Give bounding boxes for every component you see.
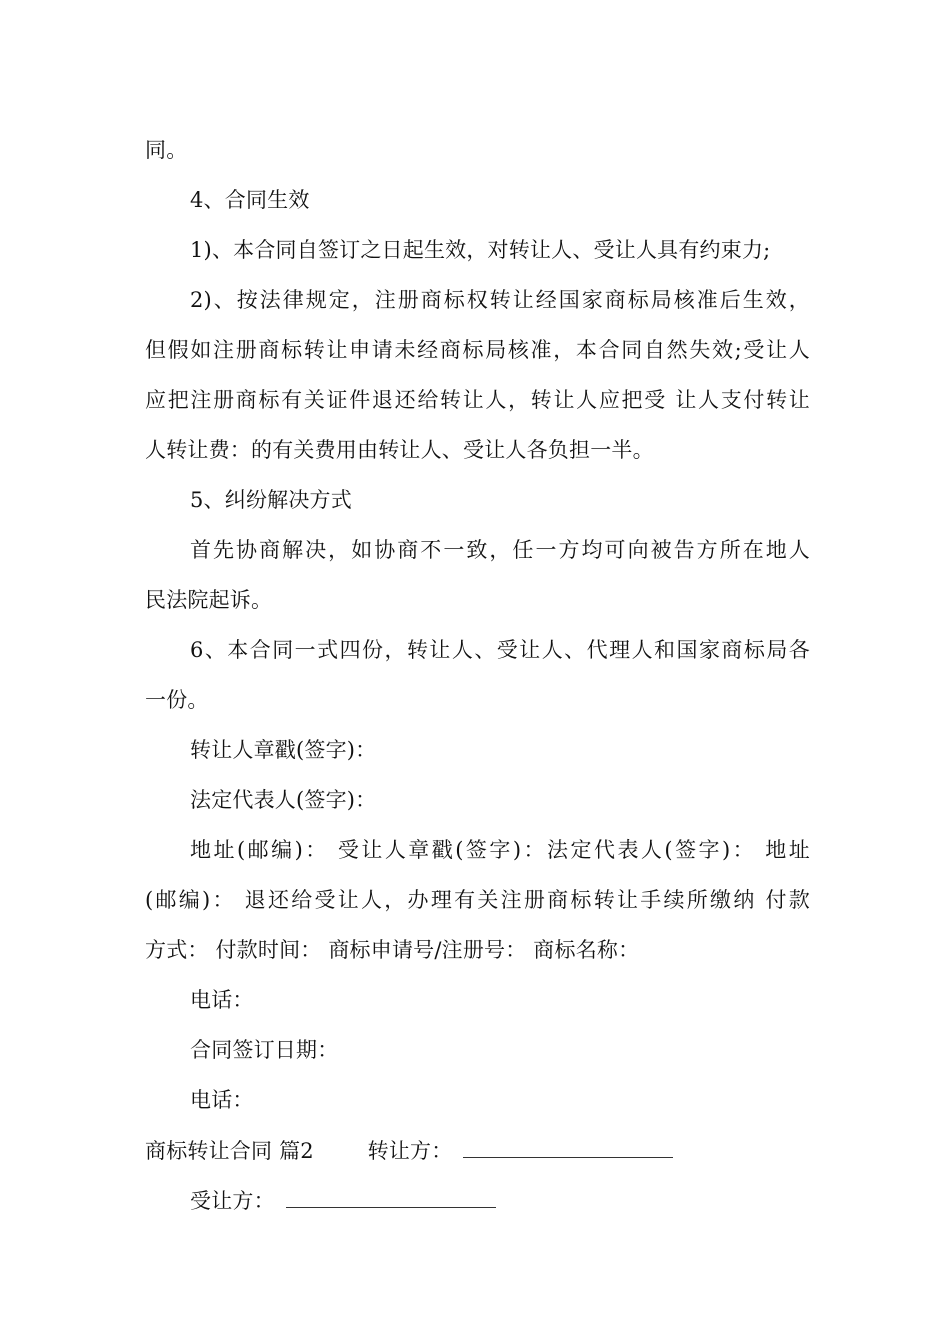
- transferee-row: [190, 1185, 810, 1215]
- section-heading-effect: 4、合同生效: [190, 188, 310, 212]
- contract-title: 商标转让合同 篇2: [145, 1139, 314, 1163]
- text-line: 同。: [145, 138, 188, 162]
- phone-field: 电话：: [190, 988, 254, 1012]
- transferor-label: 转让方：: [367, 1139, 453, 1163]
- text-line: 民法院起诉。: [145, 588, 273, 612]
- signature-field-transferor: 转让人章戳(签字)：: [190, 738, 377, 762]
- text-line: 应把注册商标有关证件退还给转让人，转让人应把受 让人支付转让: [145, 388, 810, 412]
- text-line: 6、本合同一式四份，转让人、受让人、代理人和国家商标局各: [190, 638, 810, 662]
- text-line: 2)、按法律规定，注册商标权转让经国家商标局核准后生效，: [190, 288, 810, 312]
- text-line: 人转让费：的有关费用由转让人、受让人各负担一半。: [145, 438, 654, 462]
- transferee-blank: [286, 1185, 496, 1208]
- text-line: 但假如注册商标转让申请未经商标局核准，本合同自然失效;受让人: [145, 338, 810, 362]
- text-line: 一份。: [145, 688, 209, 712]
- section-heading-dispute: 5、纠纷解决方式: [190, 488, 352, 512]
- signature-field-representative: 法定代表人(签字)：: [190, 788, 377, 812]
- text-line: (邮编)： 退还给受让人，办理有关注册商标转让手续所缴纳 付款: [145, 888, 810, 912]
- text-line: 地址(邮编)： 受让人章戳(签字)：法定代表人(签字)： 地址: [190, 838, 810, 862]
- phone-field: 电话：: [190, 1088, 254, 1112]
- text-line: 首先协商解决，如协商不一致，任一方均可向被告方所在地人: [190, 538, 810, 562]
- contract-date-field: 合同签订日期：: [190, 1038, 339, 1062]
- transferee-label: 受让方：: [190, 1189, 275, 1213]
- text-line: 1)、本合同自签订之日起生效，对转让人、受让人具有约束力;: [190, 238, 771, 262]
- contract-part-2-heading: [145, 1135, 810, 1165]
- text-line: 方式： 付款时间： 商标申请号/注册号： 商标名称：: [145, 938, 640, 962]
- transferor-blank: [463, 1135, 673, 1158]
